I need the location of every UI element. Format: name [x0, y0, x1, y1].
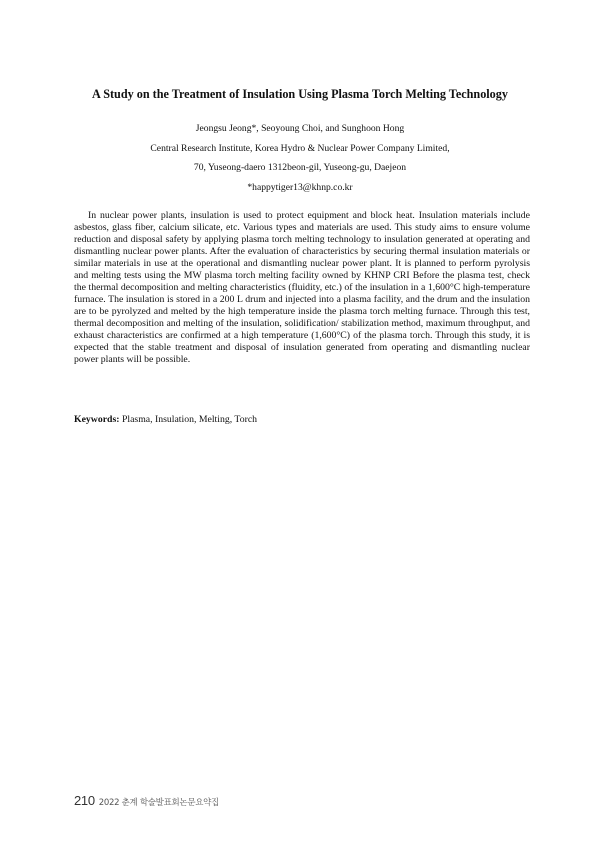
publication-name: 2022 춘계 학술발표회논문요약집 — [98, 798, 219, 808]
paper-title: A Study on the Treatment of Insulation Using Plasma Torch Melting Technology — [92, 87, 508, 101]
page-footer — [74, 792, 219, 808]
author-email: *happytiger13@khnp.co.kr — [247, 181, 353, 193]
keywords-list: Plasma, Insulation, Melting, Torch — [121, 414, 258, 425]
author-block — [60, 119, 540, 197]
keywords-line — [74, 414, 530, 426]
page-number: 210 — [74, 793, 95, 808]
author-names: Jeongsu Jeong*, Seoyoung Choi, and Sunghoon Hong — [195, 123, 405, 134]
affiliation-line-2: 70, Yuseong-daero 1312beon-gil, Yuseong-gu, Daejeon — [193, 162, 407, 173]
keywords-label: Keywords: — [74, 414, 120, 425]
abstract-paragraph: In nuclear power plants, insulation is used to protect equipment and block heat. Insulation materials include asbestos, glass fiber, calcium silicate, etc. Various types and materials are used. This study aims to ensure volume reduction and disposal safety by applying plasma torch melting technology to insulation generated at operating and dismantling nuclear power plants. After the evaluation of characteristics by securing thermal insulation materials or similar materials in use at the operational and dismantling nuclear power plant. It is planned to perform pyrolysis and melting tests using the MW plasma torch melting facility owned by KHNP CRI Before the plasma test, check the thermal decomposition and melting characteristics (fluidity, etc.) of the insulation in a 1,600°C high-temperature furnace. The insulation is stored in a 200 L drum and injected into a plasma facility, and the drum and the insulation are to be pyrolyzed and melted by the high temperature inside the plasma torch melting furnace. Through this test, thermal decomposition and melting of the insulation, solidification/ stabilization method, maximum throughput, and exhaust characteristics are confirmed at a high temperature (1,600°C) of the plasma torch. Through this study, it is expected that the stable treatment and disposal of insulation generated from operating and dismantling nuclear power plants will be possible. — [74, 210, 530, 365]
affiliation-line-1: Central Research Institute, Korea Hydro & Nuclear Power Company Limited, — [150, 142, 450, 154]
